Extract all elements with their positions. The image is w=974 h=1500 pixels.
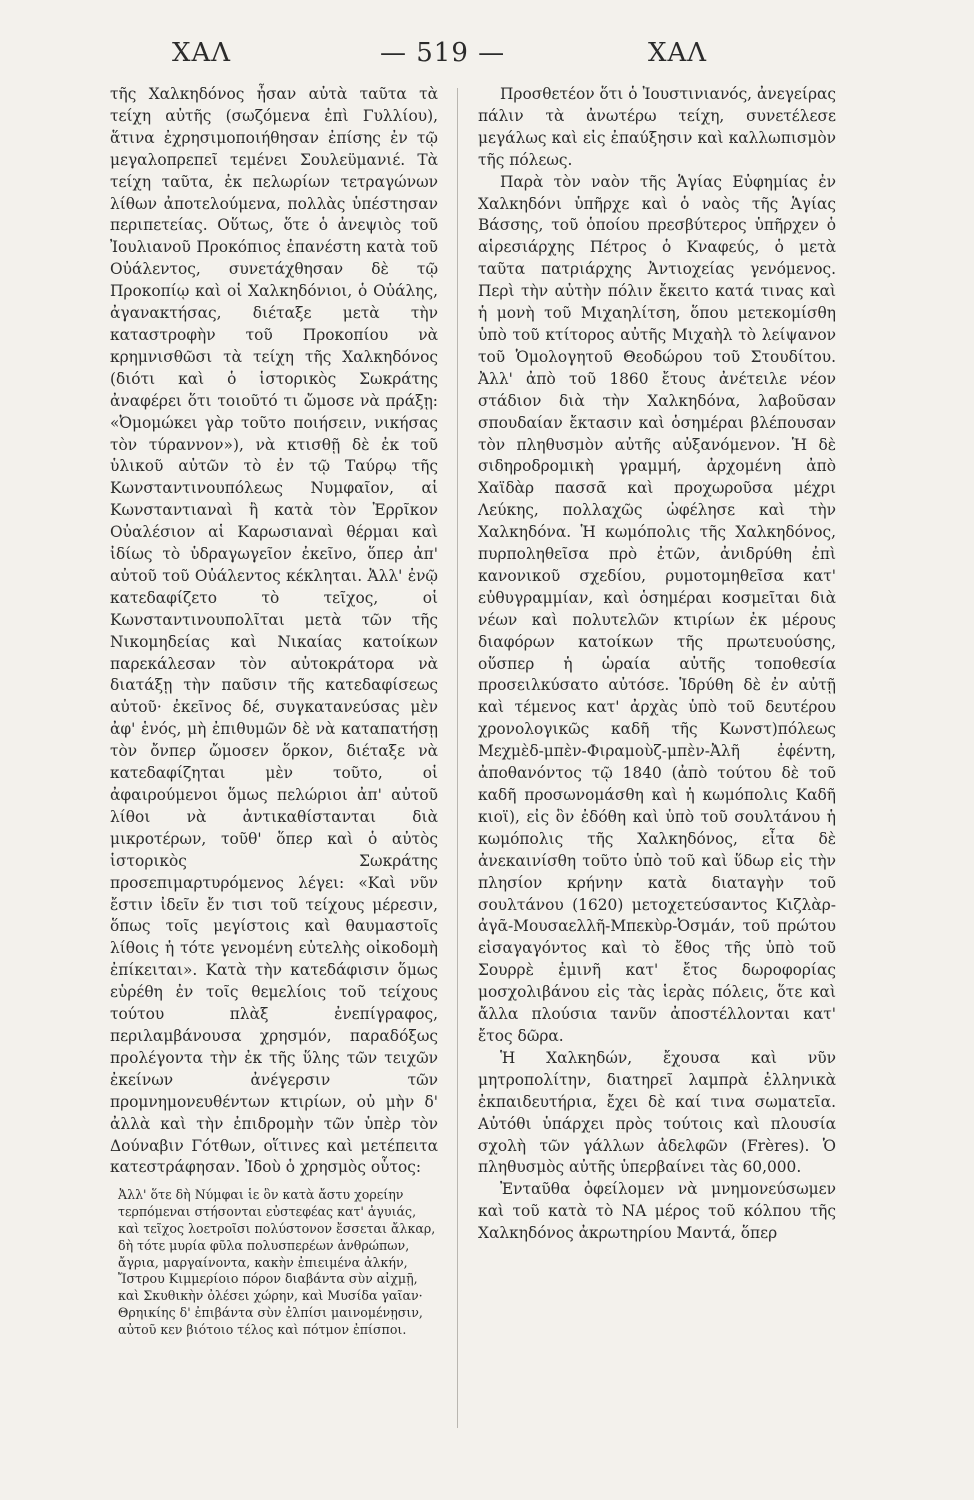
right-column — [478, 84, 836, 1245]
paragraph: Ἡ Χαλκηδών, ἔχουσα καὶ νῦν μητροπολίτην, διατηρεῖ λαμπρὰ ἑλληνικὰ ἐκπαιδευτήρια, ἔχει δὲ καί τινα σωματεῖα. Αὐτόθι ὑπάρχει πρὸς τούτοις καὶ πλουσία σχολὴ τῶν γάλλων ἀδελφῶν (Frères). Ὁ πληθυσμὸς αὐτῆς ὑπερβαίνει τὰς 60,000. — [478, 1048, 836, 1177]
verse-line: αὐτοῦ κεν βιότοιο τέλος καὶ πότμον ἐπίσποι. — [118, 1321, 407, 1337]
running-head-left: ΧΑΛ — [172, 38, 232, 68]
paragraph: τῆς Χαλκηδόνος ἦσαν αὐτὰ ταῦτα τὰ τείχη αὐτῆς (σωζόμενα ἐπὶ Γυλλίου), ἅτινα ἐχρησιμοποιήθησαν ἐπίσης ἐν τῷ μεγαλοπρεπεῖ τεμένει Σουλεϋμανιέ. Τὰ τείχη ταῦτα, ἐκ πελωρίων τετραγώνων λίθων ἀποτελούμενα, πολλὰς ὑπέστησαν περιπετείας. Οὕτως, ὅτε ὁ ἀνεψιὸς τοῦ Ἰουλιανοῦ Προκόπιος ἐπανέστη κατὰ τοῦ Οὐάλεντος, συνετάχθησαν δὲ τῷ Προκοπίῳ καὶ οἱ Χαλκηδόνιοι, ὁ Οὐάλης, ἀγανακτήσας, διέταξε μετὰ τὴν καταστροφὴν τοῦ Προκοπίου νὰ κρημνισθῶσι τὰ τείχη τῆς Χαλκηδόνος (διότι καὶ ὁ ἱστορικὸς Σωκράτης ἀναφέρει ὅτι τοιοῦτό τι ὤμοσε νὰ πράξῃ: «Ὀμομώκει γὰρ τοῦτο ποιήσειν, νικήσας τὸν τύραννον»), νὰ κτισθῇ δὲ ἐκ τοῦ ὑλικοῦ αὐτῶν τὸ ἐν τῷ Ταύρῳ τῆς Κωνσταντινουπόλεως Νυμφαῖον, αἱ Κωνσταντιαναὶ ἢ κατὰ τὸν Ἐρρῖκον Οὐαλέσιον αἱ Καρωσιαναὶ θέρμαι καὶ ἰδίως τὸ ὑδραγωγεῖον ἐκεῖνο, ὅπερ ἀπ' αὐτοῦ τοῦ Οὐάλεντος κέκληται. Ἀλλ' ἐνῷ κατεδαφίζετο τὸ τεῖχος, οἱ Κωνσταντινουπολῖται μετὰ τῶν τῆς Νικομηδείας καὶ Νικαίας κατοίκων παρεκάλεσαν τὸν αὐτοκράτορα νὰ διατάξῃ τὴν παῦσιν τῆς κατεδαφίσεως αὐτοῦ· ἐκεῖνος δέ, συγκατανεύσας μὲν ἀφ' ἑνός, μὴ ἐπιθυμῶν δὲ νὰ καταπατήσῃ τὸν ὄνπερ ὤμοσεν ὅρκον, διέταξε νὰ κατεδαφίζηται μὲν τοῦτο, οἱ ἀφαιρούμενοι ὅμως πελώριοι ἀπ' αὐτοῦ λίθοι νὰ ἀντικαθίστανται διὰ μικροτέρων, τοῦθ' ὅπερ καὶ ὁ αὐτὸς ἱστορικὸς Σωκράτης προσεπιμαρτυρόμενος λέγει: «Καὶ νῦν ἔστιν ἰδεῖν ἔν τισι τοῦ τείχους μέρεσιν, ὅπως τοῖς μεγίστοις καὶ θαυμαστοῖς λίθοις ἡ τότε γενομένη εὐτελὴς οἰκοδομὴ ἐπίκειται». Κατὰ τὴν κατεδάφισιν ὅμως εὑρέθη ἐν τοῖς θεμελίοις τοῦ τείχους τούτου πλὰξ ἐνεπίγραφος, περιλαμβάνουσα χρησμόν, παραδόξως προλέγοντα τὴν ἐκ τῆς ὕλης τῶν τειχῶν ἐκείνων ἀνέγερσιν τῶν προμνημονευθέντων κτιρίων, οὐ μὴν δ' ἀλλὰ καὶ τὴν ἐπιδρομὴν τῶν ὑπὲρ τὸν Δούναβιν Γότθων, οἵτινες καὶ μετέπειτα κατεστράφησαν. Ἰδοὺ ὁ χρησμὸς οὗτος: — [110, 85, 438, 1177]
verse-line: ἄγρια, μαργαίνοντα, κακὴν ἐπιειμένα ἀλκήν, — [118, 1254, 408, 1270]
verse-line: Ἴστρου Κιμμερίοιο πόρον διαβάντα σὺν αἰχμῇ, — [118, 1271, 418, 1287]
paragraph: Ἐνταῦθα ὀφείλομεν νὰ μνημονεύσωμεν καὶ τοῦ κατὰ τὸ ΝΑ μέρος τοῦ κόλπου τῆς Χαλκηδόνος ἀκρωτηρίου Μαντά, ὅπερ — [478, 1180, 836, 1243]
running-head-right: ΧΑΛ — [648, 38, 708, 68]
verse-line: δὴ τότε μυρία φῦλα πολυσπερέων ἀνθρώπων, — [118, 1237, 410, 1253]
verse-line: καὶ τεῖχος λοετροῖσι πολύστονον ἔσσεται ἄλκαρ, — [118, 1220, 436, 1236]
column-divider — [457, 88, 458, 1428]
oracle-verse — [110, 1187, 438, 1338]
left-column — [110, 84, 438, 1338]
verse-line: καὶ Σκυθικὴν ὀλέσει χώρην, καὶ Μυσίδα γαῖαν· — [118, 1288, 423, 1304]
paragraph: Παρὰ τὸν ναὸν τῆς Ἁγίας Εὐφημίας ἐν Χαλκηδόνι ὑπῆρχε καὶ ὁ ναὸς τῆς Ἁγίας Βάσσης, τοῦ ὁποίου πρεσβύτερος ὑπῆρχεν ὁ αἱρεσιάρχης Πέτρος ὁ Κναφεύς, ὁ μετὰ ταῦτα πατριάρχης Ἀντιοχείας γενόμενος. Περὶ τὴν αὐτὴν πόλιν ἔκειτο κατά τινας καὶ ἡ μονὴ τοῦ Μιχαηλίτση, ὅπου μετεκομίσθη ὑπὸ τοῦ κτίτορος αὐτῆς Μιχαὴλ τὸ λείψανον τοῦ Ὁμολογητοῦ Θεοδώρου τοῦ Στουδίτου. Ἀλλ' ἀπὸ τοῦ 1860 ἔτους ἀνέτειλε νέον στάδιον διὰ τὴν Χαλκηδόνα, λαβοῦσαν σπουδαίαν ἔκτασιν καὶ ὁσημέραι βλέπουσαν τὸν πληθυσμὸν αὐτῆς αὐξανόμενον. Ἡ δὲ σιδηροδρομικὴ γραμμή, ἀρχομένη ἀπὸ Χαϊδὰρ πασσᾶ καὶ προχωροῦσα μέχρι Λεύκης, πολλαχῶς ὠφέλησε καὶ τὴν Χαλκηδόνα. Ἡ κωμόπολις τῆς Χαλκηδόνος, πυρποληθεῖσα πρὸ ἐτῶν, ἀνιδρύθη ἐπὶ κανονικοῦ σχεδίου, ρυμοτομηθεῖσα κατ' εὐθυγραμμίαν, καὶ ὁσημέραι κοσμεῖται διὰ νέων καὶ πολυτελῶν κτιρίων ἐκ μέρους διαφόρων κατοίκων τῆς πρωτευούσης, οὕσπερ ἡ ὡραία αὐτῆς τοποθεσία προσειλκύσατο αὐτόσε. Ἱδρύθη δὲ ἐν αὐτῇ καὶ τέμενος κατ' ἀρχὰς ὑπὸ τοῦ δευτέρου χρονολογικῶς καδῆ τῆς Κωνστ)πόλεως Μεχμὲδ-μπὲν-Φιραμοὺζ-μπὲν-Ἀλῆ ἐφέντη, ἀποθανόντος τῷ 1840 (ἀπὸ τούτου δὲ τοῦ καδῆ προσωνομάσθη καὶ ἡ κωμόπολις Καδῆ κιοϊ), εἰς ὃν ἐδόθη καὶ ὑπὸ τοῦ σουλτάνου ἡ κωμόπολις τῆς Χαλκηδόνος, εἶτα δὲ ἀνεκαινίσθη τοῦτο ὑπὸ τοῦ καὶ ὕδωρ εἰς τὴν πλησίον κρήνην κατὰ διαταγὴν τοῦ σουλτάνου (1620) μετοχετεύσαντος Κιζλὰρ-ἀγᾶ-Μουσαελλῆ-Μπεκὺρ-Ὀσμάν, τοῦ πρώτου εἰσαγαγόντος καὶ τὸ ἔθος τῆς ὑπὸ τοῦ Σουρρὲ ἐμινῆ κατ' ἔτος δωροφορίας μοσχολιβάνου εἰς τὰς ἱερὰς πόλεις, ὅτε καὶ ἄλλα πλούσια τανῦν ἀποστέλλονται κατ' ἔτος δῶρα. — [478, 172, 836, 1045]
paragraph: Προσθετέον ὅτι ὁ Ἰουστινιανός, ἀνεγείρας πάλιν τὰ ἀνωτέρω τείχη, συνετέλεσε μεγάλως καὶ εἰς ἐπαύξησιν καὶ καλλωπισμὸν τῆς πόλεως. — [478, 85, 836, 169]
verse-line: Θρηικίης δ' ἐπιβάντα σὺν ἐλπίσι μαινομένῃσιν, — [118, 1304, 423, 1320]
verse-line: τερπόμεναι στήσονται εὐστεφέας κατ' ἀγυιάς, — [118, 1204, 417, 1220]
page-header — [0, 38, 974, 78]
verse-line: Ἀλλ' ὅτε δὴ Νύμφαι ἱε ὃν κατὰ ἄστυ χορείην — [118, 1187, 404, 1203]
page-number: — 519 — — [380, 38, 506, 68]
